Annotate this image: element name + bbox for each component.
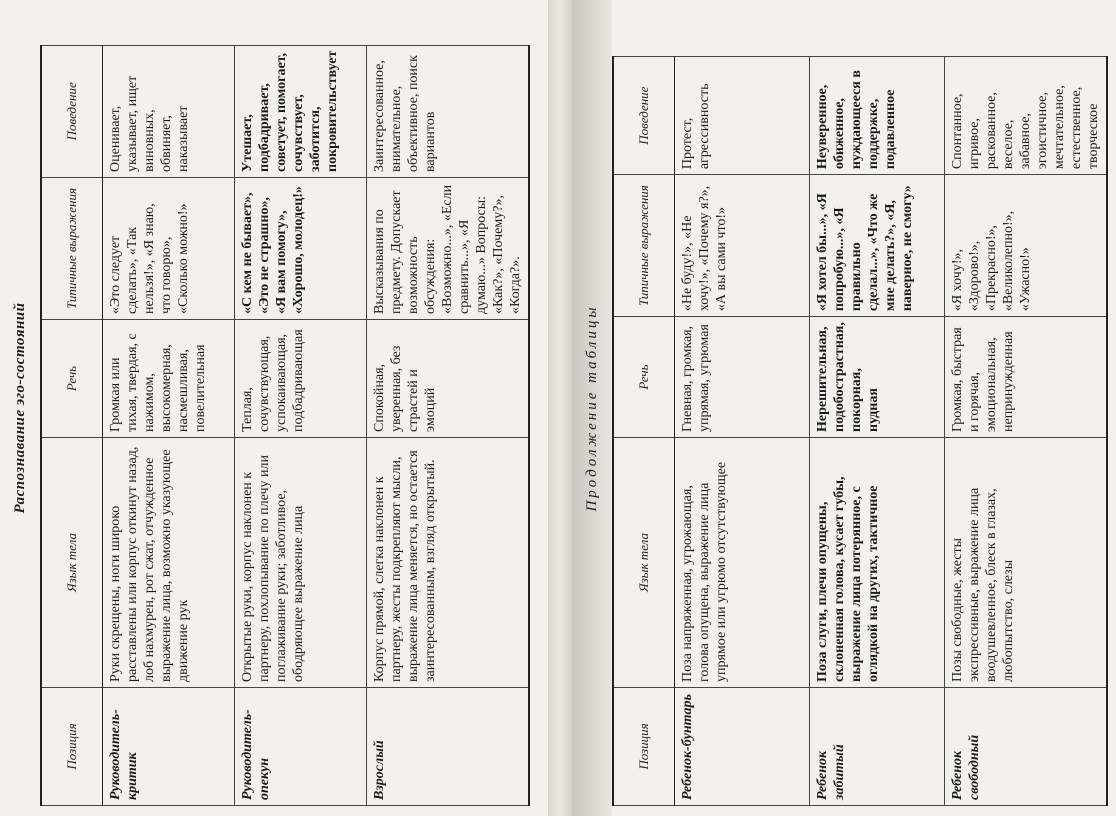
header-body-language: Язык тела (613, 438, 675, 688)
phrases-cell: «Я хотел бы...», «Я попробую...», «Я правильно сделал...», «Что же мне делать?», «Я, наверное, не смогу» (810, 175, 945, 317)
table-title: Распознавание эго-состояний (11, 302, 28, 514)
header-body-language: Язык тела (41, 438, 103, 688)
body-language-cell: Поза слуги, плечи опущены, склоненная голова, кусает губы, выражение лица потерянное, с оглядкой на других, тактичное (810, 438, 945, 688)
phrases-cell: «Я хочу!», «Здорово!», «Прекрасно!», «Великолепно!», «Ужасно!» (945, 175, 1108, 317)
table-row (675, 57, 810, 806)
speech-cell: Гневная, громкая, упрямая, угрюмая (675, 317, 810, 438)
position-cell: Руководитель-критик (103, 688, 235, 806)
speech-cell: Громкая, быстрая и горячая, эмоциональная, непринужденная (945, 317, 1108, 438)
header-typical-phrases: Типичные выражения (613, 175, 675, 317)
table-row (103, 45, 235, 805)
header-row (613, 57, 675, 806)
position-cell: Ребенок свободный (945, 688, 1108, 806)
table-row (945, 57, 1108, 806)
behavior-cell: Неуверенное, обиженное, нуждающееся в поддержке, подавленное (810, 57, 945, 175)
header-behavior: Поведение (41, 45, 103, 177)
right-page-content (572, 0, 1116, 816)
behavior-cell: Заинтересованное, внимательное, объективное, поиск вариантов (367, 45, 530, 177)
phrases-cell: Высказывания по предмету. Допускает возможность обсуждения: «Возможно...», «Если сравнить...», «Я думаю...» Вопросы: «Как?», «Почему?», «Когда?». (367, 178, 530, 320)
ego-states-table (40, 45, 530, 806)
speech-cell: Громкая или тихая, твердая, с нажимом, высокомерная, насмешливая, повелительная (103, 320, 235, 438)
header-position: Позиция (613, 688, 675, 806)
behavior-cell: Утешает, подбадривает, советует, помогает, сочувствует, заботится, покровительствует (235, 45, 367, 177)
speech-cell: Нерешительная, подобострастная, покорная, нудная (810, 317, 945, 438)
phrases-cell: «Не буду!», «Не хочу!», «Почему я?», «А вы сами что!» (675, 175, 810, 317)
continuation-title: Продолжение таблицы (572, 0, 612, 816)
behavior-cell: Протест, агрессивность (675, 57, 810, 175)
phrases-cell: «Это следует сделать», «Так нельзя!», «Я знаю, что говорю», «Сколько можно!» (103, 178, 235, 320)
body-language-cell: Корпус прямой, слегка наклонен к партнеру, жесты подкрепляют мысли, выражение лица меняется, но остается заинтересованным, взгляд открытый. (367, 438, 530, 688)
speech-cell: Спокойная, уверенная, без страстей и эмоций (367, 320, 530, 438)
header-row (41, 45, 103, 805)
body-language-cell: Поза напряженная, угрожающая, голова опущена, выражение лица упрямое или угрюмо отсутствующее (675, 438, 810, 688)
header-typical-phrases: Типичные выражения (41, 178, 103, 320)
behavior-cell: Спонтанное, игривое, раскованное, веселое, забавное, эгоистичное, мечтательное, естественное, творческое (945, 57, 1108, 175)
header-speech: Речь (41, 320, 103, 438)
table-row (235, 45, 367, 805)
behavior-cell: Оценивает, указывает, ищет виновных, обвиняет, наказывает (103, 45, 235, 177)
body-language-cell: Руки скрещены, ноги широко расставлены или корпус откинут назад, лоб нахмурен, рот сжат, отчужденное выражение лица, возможно указующее движение рук (103, 438, 235, 688)
body-language-cell: Открытые руки, корпус наклонен к партнеру, похлопывание по плечу или поглаживание руки; заботливое, ободряющее выражение лица (235, 438, 367, 688)
header-speech: Речь (613, 317, 675, 438)
left-page-content (0, 0, 548, 816)
position-cell: Руководитель-опекун (235, 688, 367, 806)
ego-states-table-continued (612, 56, 1108, 806)
table-row (810, 57, 945, 806)
right-page (572, 0, 1116, 816)
position-cell: Ребенок-бунтарь (675, 688, 810, 806)
table-row (367, 45, 530, 805)
left-page (0, 0, 548, 816)
header-position: Позиция (41, 688, 103, 806)
body-language-cell: Позы свободные, жесты экспрессивные, выражение лица воодушевленное, блеск в глазах, любопытство, слезы (945, 438, 1108, 688)
position-cell: Взрослый (367, 688, 530, 806)
speech-cell: Теплая, сочувствующая, успокаивающая, подбадривающая (235, 320, 367, 438)
header-behavior: Поведение (613, 57, 675, 175)
phrases-cell: «С кем не бывает», «Это не страшно», «Я вам помогу», «Хорошо, молодец!» (235, 178, 367, 320)
position-cell: Ребенок забитый (810, 688, 945, 806)
book-gutter (548, 0, 572, 816)
